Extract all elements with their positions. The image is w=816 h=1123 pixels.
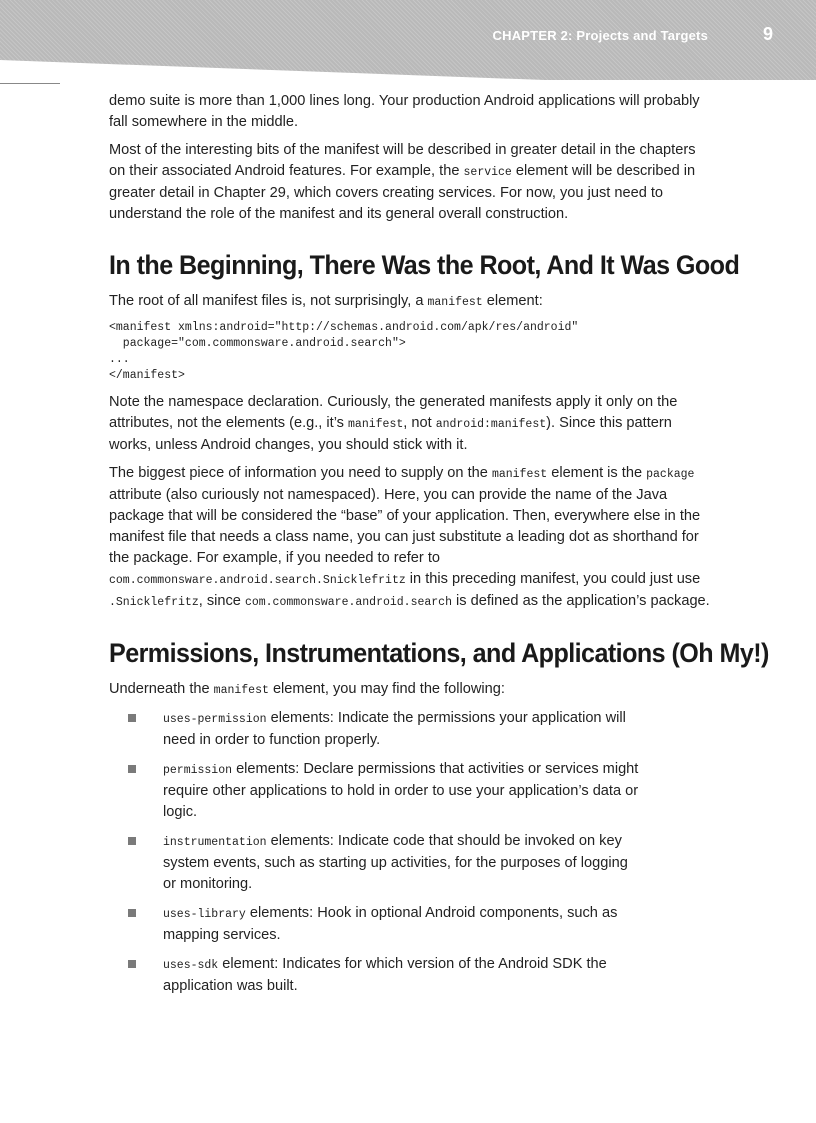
manifest-elements-list [109, 708, 713, 997]
square-bullet-icon [128, 909, 136, 917]
list-item: permission elements: Declare permissions that activities or services might require other applications to hold in order to use your application’s data or logic. [109, 759, 643, 823]
list-item: uses-sdk element: Indicates for which version of the Android SDK the application was built. [109, 954, 643, 997]
section-heading-permissions: Permissions, Instrumentations, and Applications (Oh My!) [109, 638, 769, 668]
list-item: uses-library elements: Hook in optional Android components, such as mapping services. [109, 903, 643, 946]
package-paragraph: The biggest piece of information you need to supply on the manifest element is the package attribute (also curiously not namespaced). Here, you can provide the name of the Java package that will be considered the “base” of your application. Then, everywhere else in the manifest file that needs a class name, you can just substitute a leading dot as shorthand for the package. For example, if you needed to refer to com.commonsware.android.search.Snicklefritz in this preceding manifest, you could just use .Snicklefritz, since com.commonsware.android.search is defined as the application’s package. [109, 465, 710, 609]
square-bullet-icon [128, 837, 136, 845]
page-content [109, 91, 769, 1005]
square-bullet-icon [128, 714, 136, 722]
list-item: uses-permission elements: Indicate the permissions your application will need in order to function properly. [109, 708, 643, 751]
root-paragraph: The root of all manifest files is, not surprisingly, a manifest element: [109, 293, 543, 309]
manifest-code-block: <manifest xmlns:android="http://schemas.android.com/apk/res/android" package="com.commonsware.android.search"> ... </manifest> [109, 321, 579, 382]
chapter-title: CHAPTER 2: Projects and Targets [492, 28, 708, 43]
margin-rule [0, 83, 60, 84]
namespace-paragraph: Note the namespace declaration. Curiously, the generated manifests apply it only on the attributes, not the elements (e.g., it’s manifest, not android:manifest). Since this pattern works, unless Android changes, you should stick with it. [109, 394, 678, 453]
permissions-intro: Underneath the manifest element, you may find the following: [109, 681, 505, 697]
intro-paragraph: demo suite is more than 1,000 lines long. Your production Android applications will probably fall somewhere in the middle. [109, 93, 700, 130]
page-number: 9 [762, 24, 773, 44]
list-item: instrumentation elements: Indicate code that should be invoked on key system events, such as starting up activities, for the purposes of logging or monitoring. [109, 831, 643, 895]
square-bullet-icon [128, 765, 136, 773]
section-heading-root: In the Beginning, There Was the Root, And It Was Good [109, 250, 740, 280]
intro-paragraph-2: Most of the interesting bits of the manifest will be described in greater detail in the chapters on their associated Android features. For example, the service element will be described in greater detail in Chapter 29, which covers creating services. For now, you just need to understand the role of the manifest and its general overall construction. [109, 142, 696, 222]
square-bullet-icon [128, 960, 136, 968]
